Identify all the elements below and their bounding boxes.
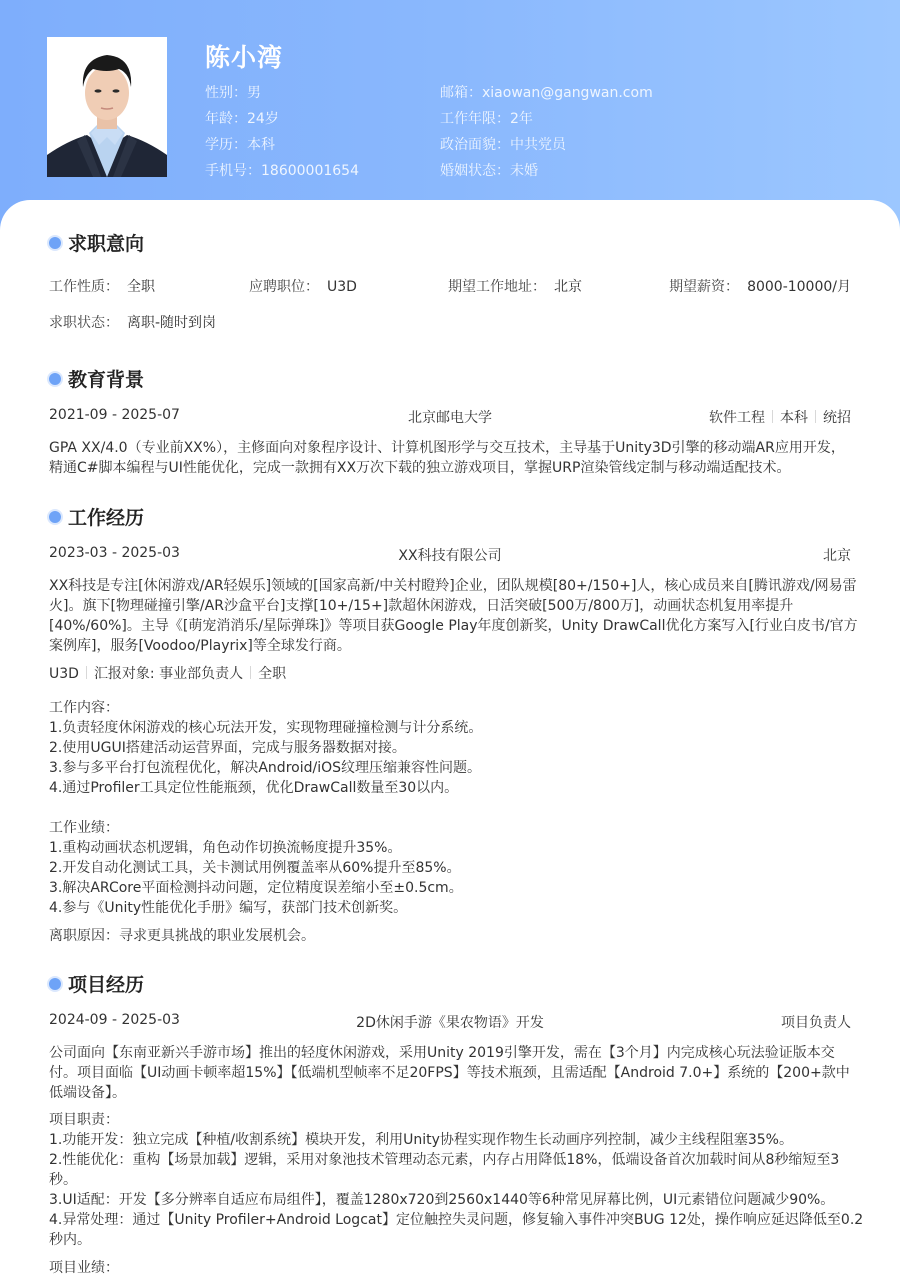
work-achievements: 工作业绩： 1.重构动画状态机逻辑，角色动作切换流畅度提升35%。 2.开发自动化测试工具，关卡测试用例覆盖率从60%提升至85%。 3.解决ARCore平面检测抖动问题，定位精度误差缩小至±0.5cm。 4.参与《Unity性能优化手册》编写，获部门技术创新奖。 <box>49 818 853 918</box>
section-title-text: 求职意向 <box>68 233 145 255</box>
work-period: 2023-03 - 2025-03 <box>49 545 180 561</box>
work-tags <box>49 663 851 683</box>
leave-reason: 离职原因：寻求更具挑战的职业发展机会。 <box>49 928 315 944</box>
field-work-type: 工作性质： 全职 <box>49 279 155 295</box>
field-position: 应聘职位： U3D <box>249 279 357 295</box>
project-header-row <box>49 1012 851 1032</box>
education-header-row <box>49 407 851 427</box>
basic-info-right <box>440 82 653 186</box>
work-location: 北京 <box>823 548 851 564</box>
work-content: 工作内容： 1.负责轻度休闲游戏的核心玩法开发，实现物理碰撞检测与计分系统。 2.使用UGUI搭建活动运营界面，完成与服务器数据对接。 3.参与多平台打包流程优化，解决Android/iOS纹理压缩兼容性问题。 4.通过Profiler工具定位性能瓶颈，优化DrawCall数量至30以内。 <box>49 698 853 798</box>
info-education <box>205 134 359 160</box>
info-age <box>205 108 359 134</box>
work-header-row <box>49 545 851 565</box>
info-marital-status <box>440 160 653 186</box>
info-phone <box>205 160 359 186</box>
info-value: 2年 <box>510 111 533 127</box>
candidate-name: 陈小湾 <box>205 43 284 72</box>
divider <box>250 666 251 679</box>
project-results <box>49 1258 853 1275</box>
field-location: 期望工作地址： 北京 <box>448 279 582 295</box>
divider <box>772 410 773 423</box>
project-period: 2024-09 - 2025-03 <box>49 1012 180 1028</box>
section-title-text: 工作经历 <box>68 507 145 529</box>
person-photo-icon <box>47 37 167 177</box>
section-work-experience <box>49 503 144 530</box>
info-value: 24岁 <box>247 111 279 127</box>
section-education <box>49 365 144 392</box>
basic-info-left <box>205 82 359 186</box>
bullet-dot-icon <box>49 978 61 990</box>
info-label: 学历： <box>205 137 247 153</box>
work-content-title: 工作内容： <box>49 700 119 716</box>
report-to-tag: 汇报对象: 事业部负责人 <box>93 666 244 682</box>
info-label: 工作年限： <box>440 111 510 127</box>
info-value: 未婚 <box>510 163 538 179</box>
project-intro: 公司面向【东南亚新兴手游市场】推出的轻度休闲游戏，采用Unity 2019引擎开发，需在【3个月】内完成核心玩法验证版本交 付。项目面临【UI动画卡顿率超15%】【低端机型帧率不足20FPS】等技术瓶颈，且需适配【Android 7.0+】系统的【200+款中 低端设备】。 <box>49 1045 850 1101</box>
divider <box>815 410 816 423</box>
company-intro: XX科技是专注[休闲游戏/AR轻娱乐]领域的[国家高新/中关村瞪羚]企业，团队规模[80+/150+]人，核心成员来自[腾讯游戏/网易雷 火]。旗下[物理碰撞引擎/AR沙盒平台]支撑[10+/15+]款超休闲游戏，日活突破[500万/800万]，动画状态机复用率提升 [40%/60%]。主导《[萌宠消消乐/星际弹珠]》等项目获Google Play年度创新奖，Unity DrawCall优化方案写入[行业白皮书/官方 案例库]，服务[Voodoo/Playrix]等全球发行商。 <box>49 578 858 654</box>
work-achievements-title: 工作业绩： <box>49 820 119 836</box>
info-value: 男 <box>247 85 261 101</box>
avatar-photo <box>47 37 167 177</box>
info-value: 18600001654 <box>261 163 359 179</box>
school-name: 北京邮电大学 <box>408 410 492 426</box>
resume-header <box>0 0 900 230</box>
info-label: 邮箱： <box>440 85 482 101</box>
project-role: 项目负责人 <box>781 1015 851 1031</box>
section-title-text: 教育背景 <box>68 369 145 391</box>
education-period: 2021-09 - 2025-07 <box>49 407 180 423</box>
info-email <box>440 82 653 108</box>
info-label: 性别： <box>205 85 247 101</box>
project-name: 2D休闲手游《果农物语》开发 <box>356 1015 544 1031</box>
info-political-status <box>440 134 653 160</box>
role-tag: U3D <box>49 666 79 682</box>
info-work-years <box>440 108 653 134</box>
education-tags <box>709 407 851 427</box>
bullet-dot-icon <box>49 237 61 249</box>
info-label: 年龄： <box>205 111 247 127</box>
info-label: 政治面貌： <box>440 137 510 153</box>
bullet-dot-icon <box>49 511 61 523</box>
info-value: xiaowan@gangwan.com <box>482 85 653 101</box>
employment-type-tag: 全职 <box>258 666 287 682</box>
info-value: 中共党员 <box>510 137 566 153</box>
info-value: 本科 <box>247 137 275 153</box>
info-label: 婚姻状态： <box>440 163 510 179</box>
company-name: XX科技有限公司 <box>398 548 502 564</box>
divider <box>86 666 87 679</box>
field-job-status: 求职状态： 离职-随时到岗 <box>49 315 217 331</box>
bullet-dot-icon <box>49 373 61 385</box>
info-label: 手机号： <box>205 163 261 179</box>
job-intention-row-2 <box>49 312 851 332</box>
info-gender <box>205 82 359 108</box>
field-salary: 期望薪资： 8000-10000/月 <box>669 279 851 295</box>
enrollment-tag: 统招 <box>823 410 851 426</box>
section-project-experience <box>49 970 144 997</box>
education-description: GPA XX/4.0（专业前XX%），主修面向对象程序设计、计算机图形学与交互技术，主导基于Unity3D引擎的移动端AR应用开发， 精通C#脚本编程与UI性能优化，完成一款拥有XX万次下载的独立游戏项目，掌握URP渲染管线定制与移动端适配技术。 <box>49 440 845 476</box>
job-intention-row-1 <box>49 276 851 296</box>
project-duties-title: 项目职责： <box>49 1112 119 1128</box>
major-tag: 软件工程 <box>709 410 765 426</box>
project-duties: 项目职责： 1.功能开发：独立完成【种植/收割系统】模块开发，利用Unity协程实现作物生长动画序列控制，减少主线程阻塞35%。 2.性能优化：重构【场景加载】逻辑，采用对象池技术管理动态元素，内存占用降低18%，低端设备首次加载时间从8秒缩短至3 秒。 3.UI适配：开发【多分辨率自适应布局组件】，覆盖1280x720到2560x1440等6种常见屏幕比例，UI元素错位问题减少90%。 4.异常处理：通过【Unity Profiler+Android Logcat】定位触控失灵问题，修复输入事件冲突BUG 12处，操作响应延迟降低至0.2 秒内。 <box>49 1112 864 1248</box>
section-title-text: 项目经历 <box>68 974 145 996</box>
degree-tag: 本科 <box>780 410 808 426</box>
project-results-title: 项目业绩： <box>49 1260 119 1275</box>
section-job-intention <box>49 229 144 256</box>
